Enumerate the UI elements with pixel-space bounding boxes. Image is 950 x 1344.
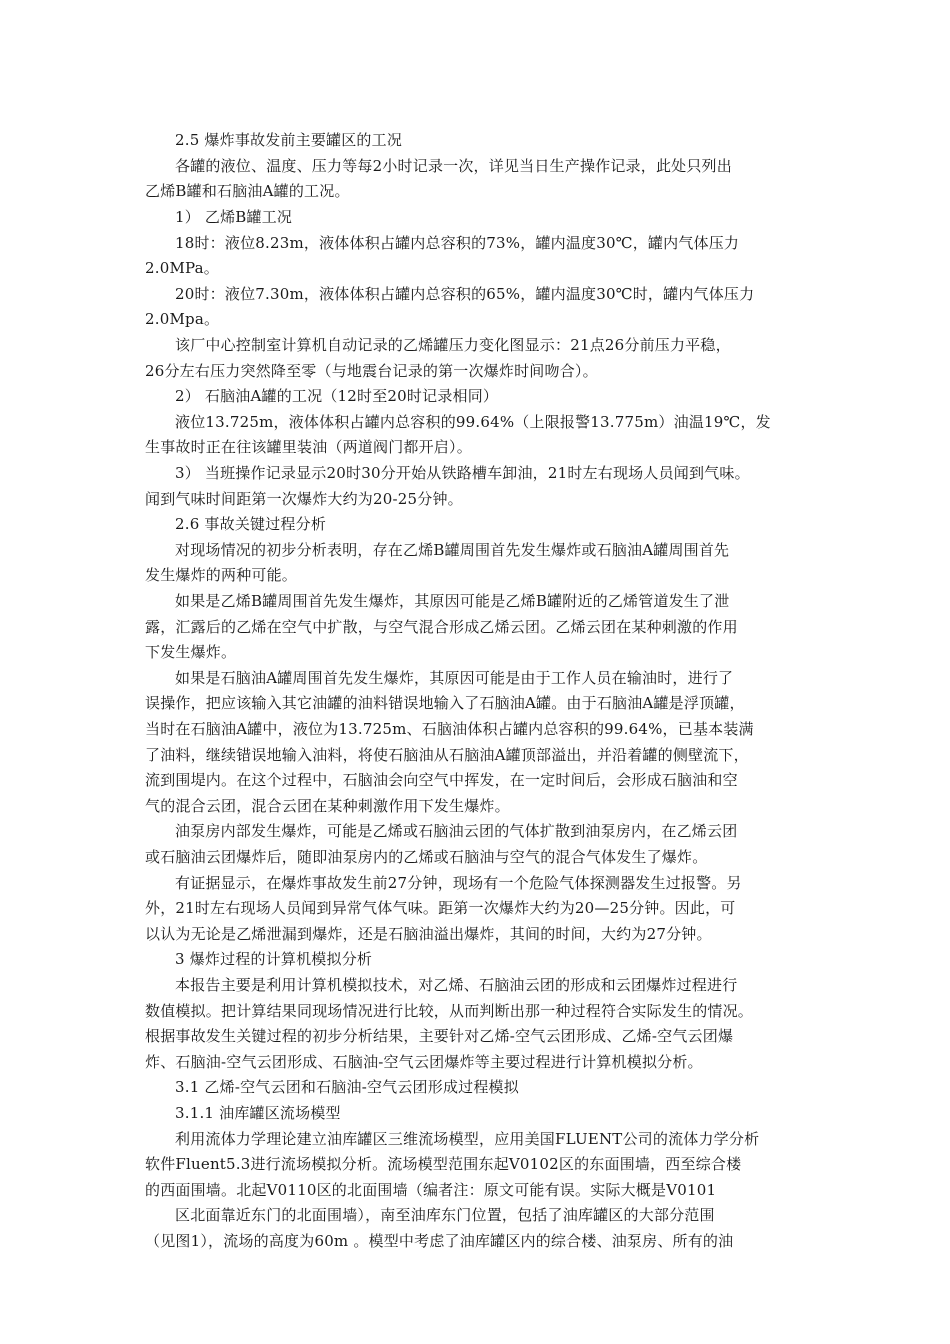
paragraph-line: 露，汇露后的乙烯在空气中扩散，与空气混合形成乙烯云团。乙烯云团在某种刺激的作用 [145,618,738,636]
section-heading: 2.5 爆炸事故发前主要罐区的工况 [175,131,403,149]
paragraph-line: 炸、石脑油-空气云团形成、石脑油-空气云团爆炸等主要过程进行计算机模拟分析。 [145,1053,703,1071]
paragraph-line: 18时：液位8.23m，液体体积占罐内总容积的73%，罐内温度30℃，罐内气体压力 [175,234,740,252]
paragraph-line: 乙烯B罐和石脑油A罐的工况。 [145,182,350,200]
paragraph-line: 发生爆炸的两种可能。 [145,566,298,584]
paragraph-line: 对现场情况的初步分析表明，存在乙烯B罐周围首先发生爆炸或石脑油A罐周围首先 [175,541,730,559]
list-item-heading: 1） 乙烯B罐工况 [175,208,293,226]
subsection-heading: 3.1 乙烯-空气云团和石脑油-空气云团形成过程模拟 [175,1078,519,1096]
paragraph-line: 利用流体力学理论建立油库罐区三维流场模型，应用美国FLUENT公司的流体力学分析 [175,1130,760,1148]
paragraph-line: 的西面围墙。北起V0110区的北面围墙（编者注：原文可能有误。实际大概是V0101 [145,1181,717,1199]
subsection-heading: 3.1.1 油库罐区流场模型 [175,1104,341,1122]
paragraph-line: 油泵房内部发生爆炸，可能是乙烯或石脑油云团的气体扩散到油泵房内，在乙烯云团 [175,822,738,840]
paragraph-line: 当时在石脑油A罐中，液位为13.725m、石脑油体积占罐内总容积的99.64%，已基本装满 [145,720,754,738]
paragraph-line: 了油料，继续错误地输入油料，将使石脑油从石脑油A罐顶部溢出，并沿着罐的侧壁流下， [145,746,749,764]
paragraph-line: 软件Fluent5.3进行流场模拟分析。流场模型范围东起V0102区的东面围墙，西至综合楼 [145,1155,742,1173]
paragraph-line: 区北面靠近东门的北面围墙），南至油库东门位置，包括了油库罐区的大部分范围 [175,1206,715,1224]
paragraph-line: 26分左右压力突然降至零（与地震台记录的第一次爆炸时间吻合）。 [145,362,598,380]
paragraph-line: 气的混合云团，混合云团在某种刺激作用下发生爆炸。 [145,797,510,815]
paragraph-line: 误操作，把应该输入其它油罐的油料错误地输入了石脑油A罐。由于石脑油A罐是浮顶罐， [145,694,745,712]
paragraph-line: 生事故时正在往该罐里装油（两道阀门都开启）。 [145,438,472,456]
paragraph-line: （见图1），流场的高度为60m 。模型中考虑了油库罐区内的综合楼、油泵房、所有的油 [145,1232,734,1250]
paragraph-line: 液位13.725m，液体体积占罐内总容积的99.64%（上限报警13.775m）油温19℃，发 [175,413,771,431]
paragraph-line: 数值模拟。把计算结果同现场情况进行比较，从而判断出那一种过程符合实际发生的情况。 [145,1002,754,1020]
paragraph-line: 外，21时左右现场人员闻到异常气体气味。距第一次爆炸大约为20—25分钟。因此，可 [145,899,736,917]
paragraph-line: 2.0MPa。 [145,259,219,277]
paragraph-line: 如果是乙烯B罐周围首先发生爆炸，其原因可能是乙烯B罐附近的乙烯管道发生了泄 [175,592,730,610]
paragraph-line: 根据事故发生关键过程的初步分析结果，主要针对乙烯-空气云团形成、乙烯-空气云团爆 [145,1027,734,1045]
list-item-heading: 2） 石脑油A罐的工况（12时至20时记录相同） [175,387,499,405]
paragraph-line: 有证据显示，在爆炸事故发生前27分钟，现场有一个危险气体探测器发生过报警。另 [175,874,742,892]
paragraph-line: 如果是石脑油A罐周围首先发生爆炸，其原因可能是由于工作人员在输油时，进行了 [175,669,734,687]
paragraph-line: 或石脑油云团爆炸后，随即油泵房内的乙烯或石脑油与空气的混合气体发生了爆炸。 [145,848,708,866]
paragraph-line: 该厂中心控制室计算机自动记录的乙烯罐压力变化图显示：21点26分前压力平稳， [175,336,731,354]
paragraph-line: 20时：液位7.30m，液体体积占罐内总容积的65%，罐内温度30℃时，罐内气体压力 [175,285,755,303]
paragraph-line: 3） 当班操作记录显示20时30分开始从铁路槽车卸油，21时左右现场人员闻到气味。 [175,464,750,482]
paragraph-line: 本报告主要是利用计算机模拟技术，对乙烯、石脑油云团的形成和云团爆炸过程进行 [175,976,738,994]
paragraph-line: 流到围堤内。在这个过程中，石脑油会向空气中挥发，在一定时间后，会形成石脑油和空 [145,771,738,789]
section-heading: 3 爆炸过程的计算机模拟分析 [175,950,373,968]
paragraph-line: 各罐的液位、温度、压力等每2小时记录一次，详见当日生产操作记录，此处只列出 [175,157,732,175]
paragraph-line: 闻到气味时间距第一次爆炸大约为20-25分钟。 [145,490,463,508]
paragraph-line: 下发生爆炸。 [145,643,237,661]
paragraph-line: 2.0Mpa。 [145,310,220,328]
section-heading: 2.6 事故关键过程分析 [175,515,327,533]
paragraph-line: 以认为无论是乙烯泄漏到爆炸，还是石脑油溢出爆炸，其间的时间，大约为27分钟。 [145,925,712,943]
